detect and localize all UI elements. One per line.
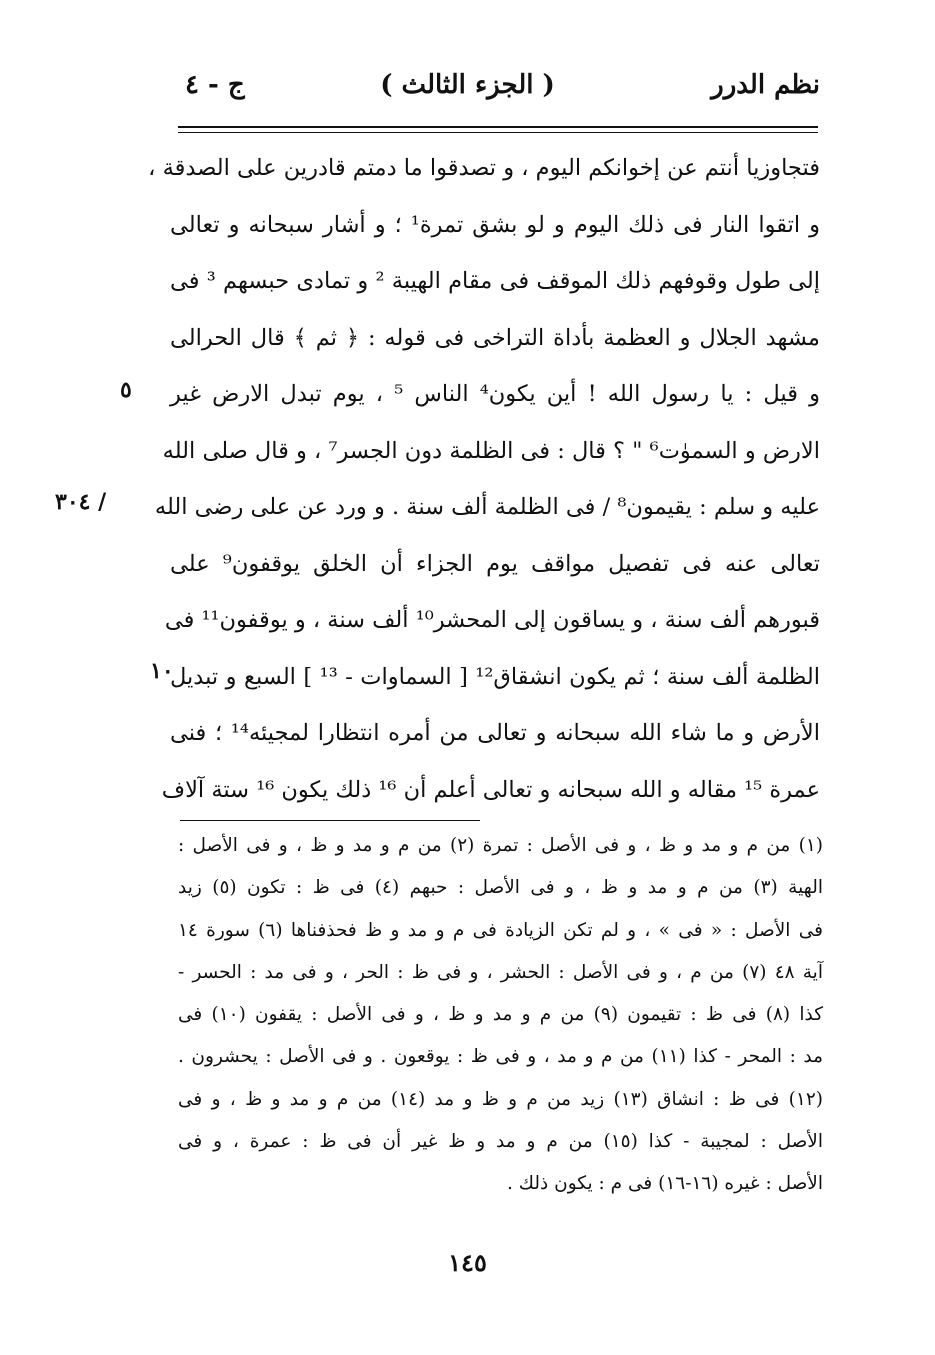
footnote-line: الأصل : لمجيبة - كذا (١٥) من م و مد و ظ غير أن فى ظ : عمرة ، و فى [178, 1131, 824, 1153]
text-line: الأرض و ما شاء الله سبحانه و تعالى من أمره انتظارا لمجيئه¹⁴ ؛ فنى [170, 720, 820, 746]
text-line: و اتقوا النار فى ذلك اليوم و لو بشق تمرة¹ ؛ و أشار سبحانه و تعالى [170, 211, 820, 238]
text-line: و قيل : يا رسول الله ! أين يكون⁴ الناس ⁵ ، يوم تبدل الارض غير [170, 381, 820, 407]
text-line: قبورهم ألف سنة ، و يساقون إلى المحشر¹⁰ ألف سنة ، و يوقفون¹¹ فى [164, 607, 820, 633]
text-line: فتجاوزيا أنتم عن إخوانكم اليوم ، و تصدقوا ما دمتم قادرين على الصدقة ، [148, 155, 820, 181]
text-line: تعالى عنه فى تفصيل مواقف يوم الجزاء أن الخلق يوقفون⁹ على [170, 550, 820, 577]
part-label: ( الجزء الثالث ) [380, 70, 555, 100]
header-rule-top [178, 126, 818, 128]
volume-label: ج - ٤ [185, 70, 245, 100]
header-rule-bottom [178, 132, 818, 133]
text-line: الظلمة ألف سنة ؛ ثم يكون انشقاق¹² [ السماوات - ¹³ ] السبع و تبديل [170, 663, 820, 690]
footnotes [178, 825, 823, 1206]
text-line: عمرة ¹⁵ مقاله و الله سبحانه و تعالى أعلم أن ¹⁶ ذلك يكون ¹⁶ ستة آلاف [161, 776, 820, 803]
text-line: مشهد الجلال و العظمة بأداة التراخى فى قوله : ﴿ ثم ﴾ قال الحرالى [170, 324, 820, 351]
footnote-line: (١٢) فى ظ : انشاق (١٣) زيد من م و ظ و مد (١٤) من م و مد و ظ ، و فى [178, 1088, 823, 1110]
footnote-line: الهية (٣) من م و مد و ظ ، و فى الأصل : حبهم (٤) فى ظ : تكون (٥) زيد [178, 877, 823, 899]
text-line: الارض و السموٰت⁶ " ؟ قال : فى الظلمة دون الجسر⁷ ، و قال صلى الله [162, 437, 820, 464]
footnote-line: الأصل : غيره (١٦-١٦) فى م : يكون ذلك . [507, 1173, 823, 1195]
book-title: نظم الدرر [711, 70, 820, 100]
margin-folio-reference: / ٣٠٤ [55, 489, 107, 515]
margin-line-number-10: ١٠ [150, 658, 174, 684]
footnote-line: آية ٤٨ (٧) من م ، و فى الأصل : الحشر ، و فى ظ : الحر ، و فى مد : الحسر - [178, 961, 823, 983]
footnote-line: مد : المحر - كذا (١١) من م و مد ، و فى ظ : يوقعون . و فى الأصل : يحشرون . [178, 1046, 823, 1068]
footnote-rule [180, 820, 480, 821]
footnote-line: (١) من م و مد و ظ ، و فى الأصل : تمرة (٢) من م و مد و ظ ، و فى الأصل : [178, 835, 823, 856]
page-number: ١٤٥ [448, 1248, 487, 1277]
footnote-line: فى الأصل : « فى » ، و لم تكن الزيادة فى م و مد و ظ فحذفناها (٦) سورة ١٤ [178, 919, 823, 941]
footnote-line: كذا (٨) فى ظ : تقيمون (٩) من م و مد و ظ ، و فى الأصل : يقفون (١٠) فى [178, 1004, 823, 1026]
text-line: عليه و سلم : يقيمون⁸ / فى الظلمة ألف سنة . و ورد عن على رضى الله [154, 494, 820, 520]
margin-line-number-5: ٥ [120, 377, 132, 403]
text-line: إلى طول وقوفهم ذلك الموقف فى مقام الهيبة ² و تمادى حبسهم ³ فى [170, 268, 820, 294]
